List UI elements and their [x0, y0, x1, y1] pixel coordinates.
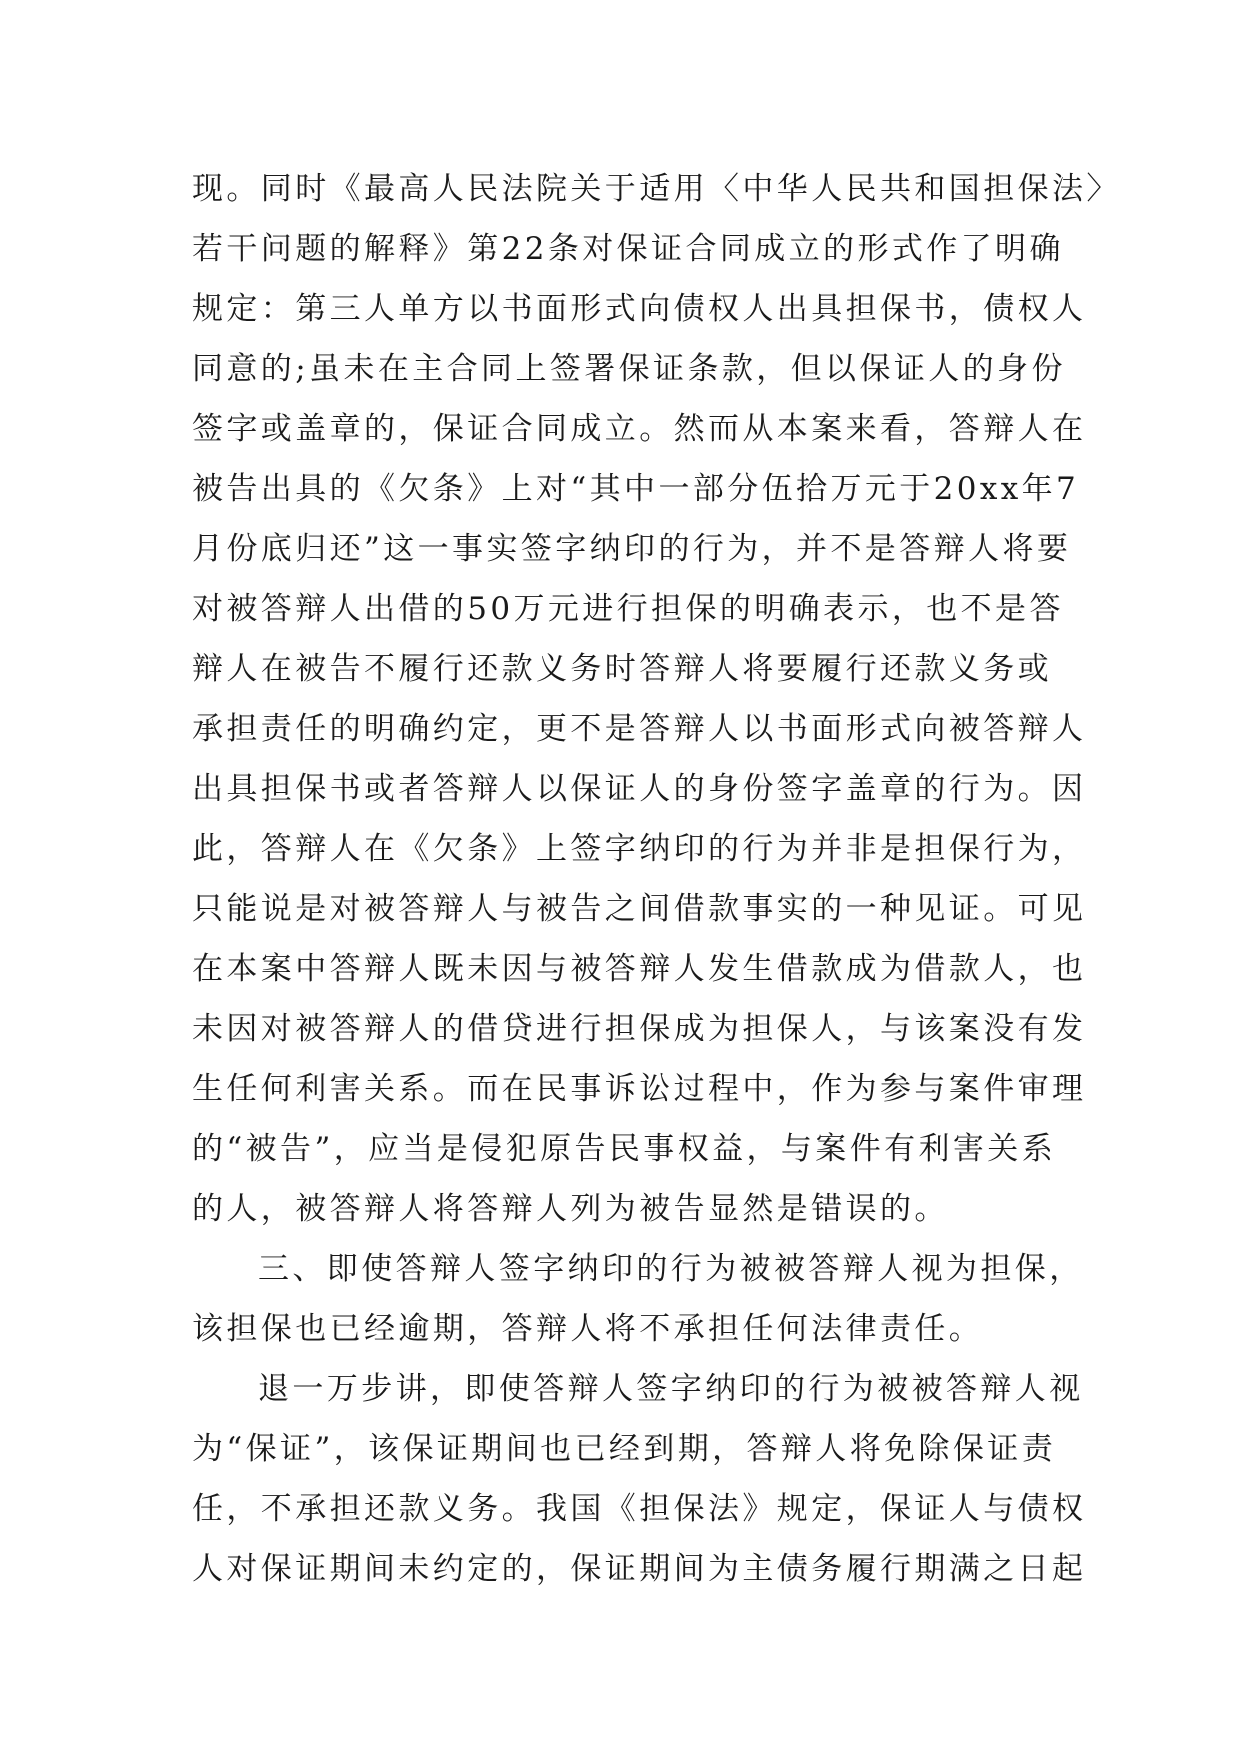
- text-line: 签字或盖章的，保证合同成立。然而从本案来看，答辩人在: [192, 411, 1087, 447]
- text-line: 该担保也已经逾期，答辩人将不承担任何法律责任。: [192, 1311, 984, 1347]
- text-line: 未因对被答辩人的借贷进行担保成为担保人，与该案没有发: [192, 1011, 1087, 1047]
- document-body: [192, 159, 1121, 1599]
- text-line: 规定：第三人单方以书面形式向债权人出具担保书，债权人: [192, 291, 1087, 327]
- text-line: 的人，被答辩人将答辩人列为被告显然是错误的。: [192, 1191, 949, 1227]
- text-line: 为“保证”，该保证期间也已经到期，答辩人将免除保证责: [192, 1431, 1057, 1467]
- text-line: 对被答辩人出借的50万元进行担保的明确表示，也不是答: [192, 591, 1064, 627]
- text-line: 的“被告”，应当是侵犯原告民事权益，与案件有利害关系: [192, 1131, 1057, 1167]
- text-line: 辩人在被告不履行还款义务时答辩人将要履行还款义务或: [192, 651, 1052, 687]
- text-line: 在本案中答辩人既未因与被答辩人发生借款成为借款人，也: [192, 951, 1087, 987]
- paragraph-start: 退一万步讲，即使答辩人签字纳印的行为被被答辩人视: [258, 1371, 1084, 1407]
- section-heading: 三、即使答辩人签字纳印的行为被被答辩人视为担保，: [258, 1251, 1084, 1287]
- text-line: 此，答辩人在《欠条》上签字纳印的行为并非是担保行为，: [192, 831, 1087, 867]
- text-line: 同意的;虽未在主合同上签署保证条款，但以保证人的身份: [192, 351, 1066, 387]
- text-line: 若干问题的解释》第22条对保证合同成立的形式作了明确: [192, 231, 1064, 267]
- text-line: 月份底归还”这一事实签字纳印的行为，并不是答辩人将要: [192, 531, 1072, 567]
- text-line: 出具担保书或者答辩人以保证人的身份签字盖章的行为。因: [192, 771, 1087, 807]
- text-line: 生任何利害关系。而在民事诉讼过程中，作为参与案件审理: [192, 1071, 1087, 1107]
- text-line: 只能说是对被答辩人与被告之间借款事实的一种见证。可见: [192, 891, 1087, 927]
- text-line: 人对保证期间未约定的，保证期间为主债务履行期满之日起: [192, 1551, 1087, 1587]
- text-line: 承担责任的明确约定，更不是答辩人以书面形式向被答辩人: [192, 711, 1087, 747]
- text-line: 任，不承担还款义务。我国《担保法》规定，保证人与债权: [192, 1491, 1087, 1527]
- text-line: 被告出具的《欠条》上对“其中一部分伍拾万元于20xx年7: [192, 471, 1080, 507]
- text-line: 现。同时《最高人民法院关于适用〈中华人民共和国担保法〉: [192, 171, 1121, 207]
